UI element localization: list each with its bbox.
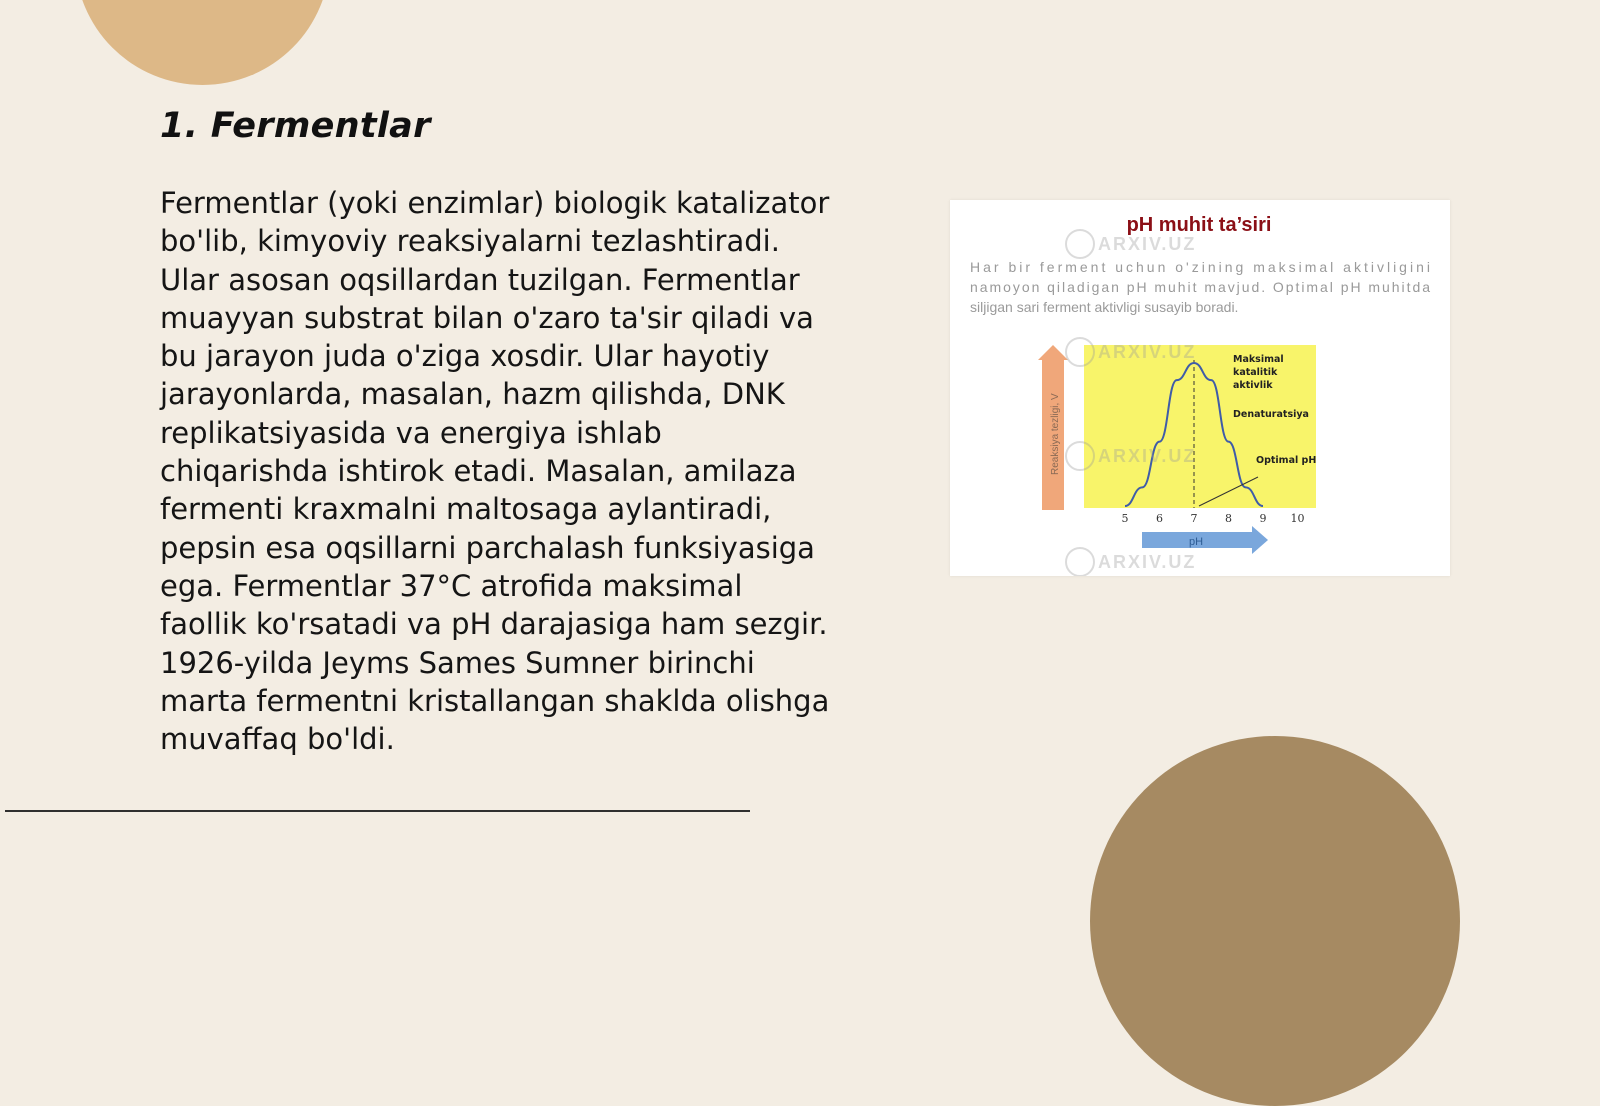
ph-effect-figure [950, 200, 1450, 576]
x-tick-8: 8 [1225, 512, 1232, 525]
annotation-max-line-2: katalitik [1233, 367, 1278, 378]
decorative-circle-top [75, 0, 330, 85]
slide-body-text: Fermentlar (yoki enzimlar) biologik katalizator bo'lib, kimyoviy reaksiyalarni tezlashtiradi. Ular asosan oqsillardan tuzilgan. Fermentlar muayyan substrat bilan o'zaro ta'sir qiladi va bu jarayon juda o'ziga xosdir. Ular hayotiy jarayonlarda, masalan, hazm qilishda, DNK replikatsiyasida va energiya ishlab chiqarishda ishtirok etadi. Masalan, amilaza fermenti kraxmalni maltosaga aylantiradi, pepsin esa oqsillarni parchalash funksiyasiga ega. Fermentlar 37°C atrofida maksimal faollik ko'rsatadi va pH darajasiga ham sezgir. 1926-yilda Jeyms Sames Sumner birinchi marta fermentni kristallangan shaklda olishga muvaffaq bo'ldi. [160, 186, 830, 757]
annotation-max-line-1: Maksimal [1233, 354, 1284, 365]
divider-line [5, 810, 750, 812]
plot-area [1084, 345, 1316, 508]
x-tick-9: 9 [1259, 512, 1267, 525]
x-tick-labels [1122, 512, 1305, 525]
watermark-logo-1 [1066, 230, 1094, 258]
watermark-text-2: ARXIV.UZ [1098, 342, 1197, 362]
slide-title: 1. Fermentlar [160, 106, 431, 146]
watermark-text-1: ARXIV.UZ [1098, 234, 1197, 254]
figure-caption-line-3: siljigan sari ferment aktivligi susayib boradi. [970, 299, 1239, 315]
x-axis-label: pH [1188, 536, 1204, 548]
watermark-text-3: ARXIV.UZ [1098, 446, 1197, 466]
x-axis-arrow [1142, 526, 1268, 554]
annotation-denaturation: Denaturatsiya [1233, 409, 1309, 420]
decorative-circle-bottom [1090, 736, 1460, 1106]
figure-caption-line-2: namoyon qiladigan pH muhit mavjud. Optimal pH muhitda [970, 279, 1430, 295]
watermark-logo-4 [1066, 548, 1094, 576]
ph-chart-svg [950, 200, 1450, 576]
y-axis-label: Reaksiya tezligi, V [1050, 393, 1061, 475]
x-tick-6: 6 [1156, 512, 1163, 525]
figure-caption-line-1: Har bir ferment uchun o'zining maksimal aktivligini [970, 259, 1430, 275]
x-tick-7: 7 [1190, 512, 1198, 525]
annotation-max-line-3: aktivlik [1233, 380, 1273, 391]
figure-title: pH muhit ta’siri [1126, 214, 1272, 236]
x-tick-10: 10 [1290, 512, 1305, 525]
annotation-optimal-ph: Optimal pH [1256, 455, 1317, 466]
watermark-text-4: ARXIV.UZ [1098, 552, 1197, 572]
x-tick-5: 5 [1121, 512, 1129, 525]
